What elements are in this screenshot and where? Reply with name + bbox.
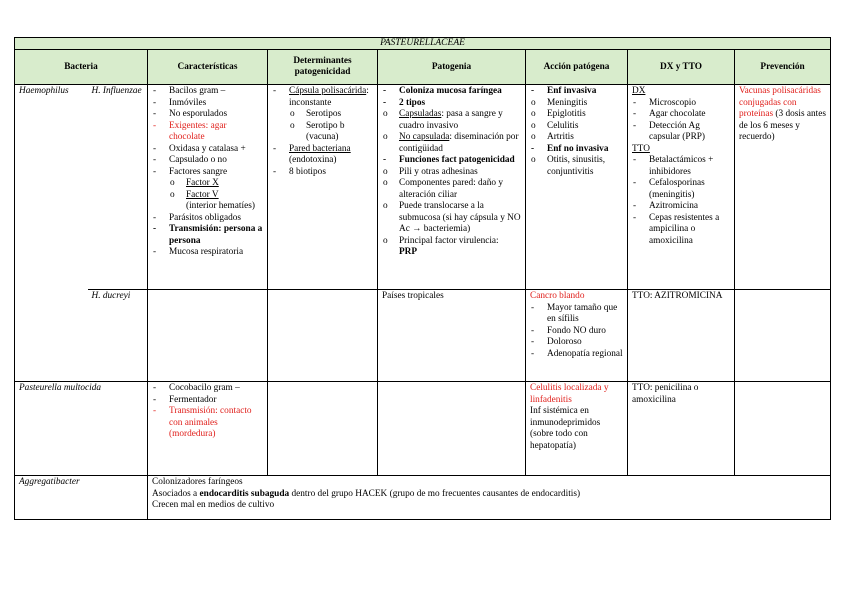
list-item: - Mucosa respiratoria: [152, 247, 263, 259]
prp: PRP: [399, 247, 418, 257]
factor-v-note: (interior hematíes): [186, 201, 255, 211]
capsuladas-rest: : pasa a sangre y cuadro invasivo: [399, 109, 503, 131]
list-item: o Artritis: [530, 132, 623, 144]
agg-line-2-pre: Asociados a: [152, 488, 200, 499]
no-capsulada-rest: : diseminación por contigüidad: [399, 132, 519, 154]
cell-caracteristicas-pasteurella: [148, 382, 268, 476]
species-h-influenzae: H. Influenzae: [88, 85, 148, 290]
no-capsulada: No capsulada: [399, 132, 450, 142]
list-item: o Celulitis: [530, 121, 623, 133]
list-item: - Bacilos gram –: [152, 86, 263, 98]
list-item: - Azitromicina: [632, 201, 730, 213]
capsula: Cápsula polisacárida: [289, 86, 367, 96]
list-item: o Otitis, sinusitis, conjuntivitis: [530, 155, 623, 178]
factor-x: Factor X: [186, 178, 219, 188]
list-item: o Meningitis: [530, 98, 623, 110]
list-item-transmision: - Transmisión: contacto con animales (mordedura): [152, 406, 263, 441]
list-item: - Enf invasiva: [530, 86, 623, 98]
list-item: - 2 tipos: [382, 98, 521, 110]
table-title: PASTEURELLACEAE: [15, 38, 831, 50]
header-dx-tto: DX y TTO: [628, 50, 735, 85]
list-item: - Agar chocolate: [632, 109, 730, 121]
list-item-transmision: - Transmisión: persona a persona: [152, 224, 263, 247]
cell-caracteristicas-influenzae: [148, 85, 268, 290]
list-item: - Fermentador: [152, 395, 263, 407]
list-item: - Doloroso: [530, 337, 623, 349]
list-item: [382, 132, 521, 155]
list-item: - Capsulado o no: [152, 155, 263, 167]
factor-v: Factor V: [186, 189, 219, 200]
list-item: [272, 86, 373, 144]
agg-line-2-post: dentro del grupo HACEK (grupo de mo frecuentes causantes de endocarditis): [289, 488, 581, 499]
cell-patogenia-influenzae: [378, 85, 526, 290]
list-item: - Detección Ag capsular (PRP): [632, 121, 730, 144]
principal-factor: Principal factor virulencia:: [399, 235, 499, 246]
list-item: - Oxidasa y catalasa +: [152, 144, 263, 156]
list-item: - Microscopio: [632, 98, 730, 110]
inf-sistemica: Inf sistémica en inmunodeprimidos (sobre todo con hepatopatía): [530, 406, 601, 451]
species-pasteurella: Pasteurella multocida: [15, 382, 148, 476]
list-item: - Inmóviles: [152, 98, 263, 110]
cell-accion-pasteurella: [526, 382, 628, 476]
row-h-ducreyi: [15, 290, 831, 382]
list-item: - Coloniza mucosa faríngea: [382, 86, 521, 98]
row-pasteurella: [15, 382, 831, 476]
agg-line-1: Colonizadores faríngeos: [152, 477, 243, 487]
header-bacteria: Bacteria: [15, 50, 148, 85]
capsuladas: Capsuladas: [399, 109, 442, 119]
factores-sangre: Factores sangre: [169, 166, 228, 177]
cell-dx-ducreyi: TTO: AZITROMICINA: [628, 290, 735, 382]
cell-dx-influenzae: [628, 85, 735, 290]
dx-label: DX: [632, 86, 646, 96]
list-item: [272, 144, 373, 167]
pared-rest: (endotoxina): [289, 155, 337, 165]
list-item: - Fondo NO duro: [530, 326, 623, 338]
cell-determinantes-influenzae: [268, 85, 378, 290]
prevencion-vacunas: Vacunas polisacáridas conjugadas con proteínas: [739, 86, 821, 119]
species-h-ducreyi: H. ducreyi: [88, 290, 148, 382]
cell-accion-influenzae: [526, 85, 628, 290]
cell-patogenia-ducreyi: Países tropicales: [378, 290, 526, 382]
cell-determinantes-ducreyi: [268, 290, 378, 382]
list-item: [152, 167, 263, 213]
list-item: [169, 178, 263, 190]
list-item: [382, 236, 521, 259]
list-item: - Betalactámicos + inhibidores: [632, 155, 730, 178]
list-item: - Funciones fact patogenicidad: [382, 155, 521, 167]
cell-caracteristicas-ducreyi: [148, 290, 268, 382]
list-item: o Puede translocarse a la submucosa (si hay cápsula y NO Ac → bacteriemia): [382, 201, 521, 236]
agg-line-2: [152, 489, 826, 501]
genus-haemophilus: Haemophilus: [15, 85, 88, 382]
list-item: [382, 109, 521, 132]
list-item: - Mayor tamaño que en sífilis: [530, 303, 623, 326]
list-item: o Serotipo b (vacuna): [289, 121, 373, 144]
cell-prevencion-influenzae: [735, 85, 831, 290]
header-determinantes: Determinantes patogenicidad: [268, 50, 378, 85]
cell-dx-pasteurella: TTO: penicilina o amoxicilina: [628, 382, 735, 476]
row-h-influenzae: [15, 85, 831, 290]
header-accion: Acción patógena: [526, 50, 628, 85]
list-item: o Componentes pared: daño y alteración ciliar: [382, 178, 521, 201]
list-item: - No esporulados: [152, 109, 263, 121]
list-item: o Serotipos: [289, 109, 373, 121]
list-item: - Cefalosporinas (meningitis): [632, 178, 730, 201]
cancro-blando: Cancro blando: [530, 291, 585, 301]
cell-determinantes-pasteurella: [268, 382, 378, 476]
cell-prevencion-ducreyi: [735, 290, 831, 382]
agg-line-3: Crecen mal en medios de cultivo: [152, 500, 275, 510]
agg-line-2-bold: endocarditis subaguda: [199, 488, 290, 499]
list-item: - Enf no invasiva: [530, 144, 623, 156]
species-aggregatibacter: Aggregatibacter: [15, 476, 148, 520]
list-item: [169, 190, 263, 213]
celulitis-localizada: Celulitis localizada y linfadenitis: [530, 383, 609, 405]
tto-label: TTO: [632, 143, 650, 154]
list-item: - 8 biotipos: [272, 167, 373, 179]
cell-patogenia-pasteurella: [378, 382, 526, 476]
row-aggregatibacter: [15, 476, 831, 520]
pared: Pared bacteriana: [289, 143, 351, 154]
prevencion-dosis: (3 dosis antes de los 6 meses y recuerdo): [739, 109, 827, 142]
header-caracteristicas: Características: [148, 50, 268, 85]
pasteurellaceae-table: [14, 37, 831, 520]
list-item: o Epiglotitis: [530, 109, 623, 121]
cell-aggregatibacter: [148, 476, 831, 520]
cell-accion-ducreyi: [526, 290, 628, 382]
header-prevencion: Prevención: [735, 50, 831, 85]
header-patogenia: Patogenia: [378, 50, 526, 85]
list-item: - Parásitos obligados: [152, 213, 263, 225]
cell-prevencion-pasteurella: [735, 382, 831, 476]
list-item: - Cocobacilo gram –: [152, 383, 263, 395]
list-item: - Cepas resistentes a ampicilina o amoxicilina: [632, 213, 730, 248]
list-item-exigentes: - Exigentes: agar chocolate: [152, 121, 263, 144]
capsula-rest: : inconstante: [289, 86, 369, 108]
list-item: - Adenopatía regional: [530, 349, 623, 361]
list-item: o Pili y otras adhesinas: [382, 167, 521, 179]
